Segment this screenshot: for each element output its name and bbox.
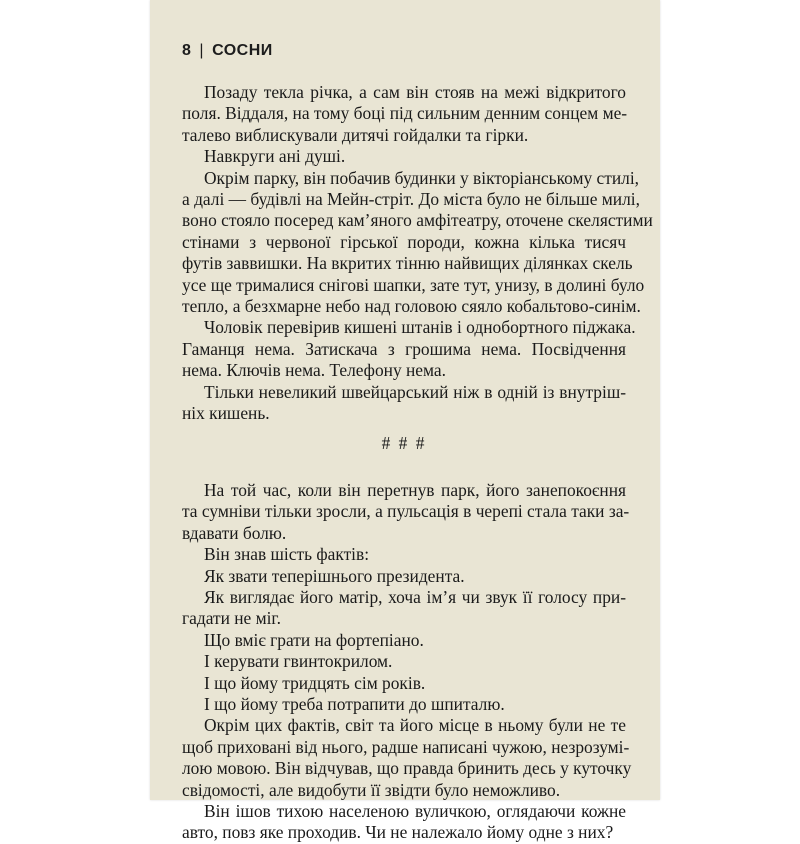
text-line: усе ще трималися снігові шапки, зате тут, унизу, в долині було	[182, 274, 645, 295]
book-page	[150, 0, 660, 843]
running-header	[182, 42, 273, 60]
text-line: Він ішов тихою населеною вуличкою, оглядаючи кожне	[204, 801, 626, 821]
text-line: та сумніви тільки зросли, а пульсація в черепі стала таки за-	[182, 501, 630, 522]
text-line: Гаманця нема. Затискача з грошима нема. Посвідчення	[182, 338, 626, 359]
section-break: # # #	[381, 432, 427, 453]
text-line: Навкруги ані душі.	[204, 146, 346, 167]
paragraph	[182, 479, 630, 544]
paragraph	[182, 146, 626, 167]
body-text	[182, 82, 653, 844]
text-line: Він знав шість фактів:	[204, 544, 370, 565]
text-line: а далі — будівлі на Мейн-стріт. До міста було не більше милі,	[182, 189, 640, 210]
text-line: вдавати болю.	[182, 522, 287, 543]
text-line: Окрім парку, він побачив будинки у вікторіанському стилі,	[204, 167, 640, 188]
text-line: Позаду текла річка, а сам він стояв на межі відкритого	[204, 82, 626, 102]
text-line: свідомості, але видобути її звідти було неможливо.	[182, 779, 561, 800]
text-line: талево виблискували дитячі гойдалки та гірки.	[182, 124, 529, 145]
running-title: СОСНИ	[212, 42, 273, 59]
paragraph	[182, 587, 626, 630]
paragraph	[182, 651, 626, 672]
text-line: І що йому треба потрапити до шпиталю.	[204, 693, 505, 714]
paragraph	[182, 566, 626, 587]
text-line: нема. Ключів нема. Телефону нема.	[182, 360, 446, 381]
text-line: І керувати гвинтокрилом.	[204, 651, 393, 672]
text-line: тепло, а безхмарне небо над головою сяяло кобальтово-синім.	[182, 296, 641, 317]
text-line: поля. Віддаля, на тому боці під сильним денним сонцем ме-	[182, 103, 628, 124]
paragraph	[182, 715, 632, 801]
text-line: авто, повз яке проходив. Чи не належало йому одне з них?	[182, 822, 614, 843]
paragraph	[182, 317, 636, 381]
header-separator: |	[199, 42, 205, 59]
text-line: стінами з червоної гірської породи, кожна кілька тисяч	[182, 231, 626, 252]
text-line: Тільки невеликий швейцарський ніж в одній із внутріш-	[204, 381, 626, 402]
text-line: футів заввишки. На вкритих тінню найвищих ділянках скель	[182, 253, 633, 274]
text-line: гадати не міг.	[182, 608, 281, 629]
paragraph	[182, 167, 653, 318]
text-line: ніх кишень.	[182, 403, 270, 424]
paragraph	[182, 694, 626, 715]
text-line: Що вміє грати на фортепіано.	[204, 629, 424, 650]
text-line: лою мовою. Він відчував, що правда бринить десь у куточку	[182, 758, 632, 779]
text-line: І що йому тридцять сім років.	[204, 672, 426, 693]
text-line: воно стояло посеред кам’яного амфітеатру, оточене скелястими	[182, 210, 653, 231]
text-line: Як виглядає його матір, хоча ім’я чи звук її голосу при-	[204, 586, 626, 607]
paragraph	[182, 673, 626, 694]
text-line: Окрім цих фактів, світ та його місце в ньому були не те	[204, 715, 626, 736]
text-line: Як звати теперішнього президента.	[204, 565, 465, 586]
paragraph	[182, 801, 626, 844]
paragraph	[182, 630, 626, 651]
paragraph	[182, 544, 626, 565]
paragraph	[182, 82, 626, 146]
text-line: Чоловік перевірив кишені штанів і однобортного піджака.	[204, 317, 636, 338]
text-line: На той час, коли він перетнув парк, його занепокоєння	[204, 479, 626, 500]
page-number: 8	[182, 42, 192, 59]
text-line: щоб приховані від нього, радше написані чужою, незрозумі-	[182, 736, 630, 757]
paragraph	[182, 382, 626, 425]
